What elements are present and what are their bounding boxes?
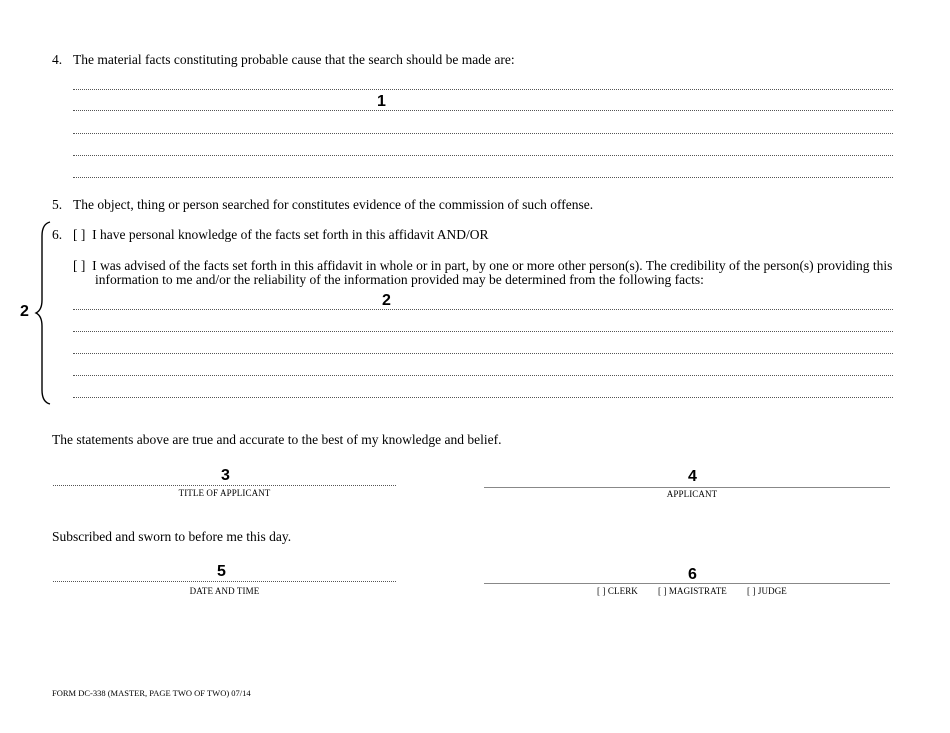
title-of-applicant-field[interactable]: [53, 485, 396, 486]
applicant-caption: APPLICANT: [666, 489, 718, 499]
applicant-signature-field[interactable]: [484, 487, 890, 488]
item-6-option-1: [52, 227, 489, 242]
form-footer: FORM DC-338 (MASTER, PAGE TWO OF TWO) 07/14: [52, 688, 251, 698]
date-and-time-caption: DATE AND TIME: [189, 586, 260, 596]
item-6-answer-line-5[interactable]: [73, 397, 893, 398]
personal-knowledge-checkbox[interactable]: [ ]: [73, 227, 86, 242]
callout-3: 3: [221, 467, 230, 484]
official-signature-field[interactable]: [484, 583, 890, 584]
item-5-number: 5.: [52, 197, 63, 212]
item-4-answer-line-2[interactable]: [73, 110, 893, 111]
item-6-answer-line-4[interactable]: [73, 375, 893, 376]
callout-6: 6: [688, 566, 697, 583]
title-of-applicant-caption: TITLE OF APPLICANT: [178, 488, 271, 498]
attestation-text: The statements above are true and accurate to the best of my knowledge and belief.: [52, 432, 502, 447]
item-4-answer-line-5[interactable]: [73, 177, 893, 178]
curly-brace-icon: [34, 220, 54, 406]
date-and-time-field[interactable]: [53, 581, 396, 582]
item-5-text: The object, thing or person searched for constitutes evidence of the commission of such offense.: [73, 197, 594, 212]
bracket-callout-2: 2: [20, 303, 29, 320]
item-6-answer-line-2[interactable]: [73, 331, 893, 332]
item-5-statement: [52, 197, 593, 212]
callout-4: 4: [688, 468, 697, 485]
item-6-option-2: [73, 258, 892, 273]
item-4-number: 4.: [52, 52, 63, 67]
personal-knowledge-text: I have personal knowledge of the facts set forth in this affidavit AND/OR: [92, 227, 489, 242]
item-4-text: The material facts constituting probable cause that the search should be made are:: [73, 52, 515, 67]
item-4-answer-line-3[interactable]: [73, 133, 893, 134]
callout-5: 5: [217, 563, 226, 580]
magistrate-checkbox[interactable]: [ ] MAGISTRATE: [658, 586, 727, 596]
item-6-answer-line-1[interactable]: [73, 309, 893, 310]
item-6-answer-line-3[interactable]: [73, 353, 893, 354]
judge-checkbox[interactable]: [ ] JUDGE: [747, 586, 787, 596]
subscribed-text: Subscribed and sworn to before me this day.: [52, 529, 292, 544]
advised-checkbox[interactable]: [ ]: [73, 258, 86, 273]
callout-1: 1: [377, 93, 386, 110]
callout-2: 2: [382, 292, 391, 309]
item-4-question: [52, 52, 515, 67]
advised-text-line-1: I was advised of the facts set forth in this affidavit in whole or in part, by one or more other person(s). The credibility of the person(s) providing this: [92, 258, 893, 273]
item-4-answer-line-4[interactable]: [73, 155, 893, 156]
advised-text-line-2: information to me and/or the reliability of the information provided may be determined from the following facts:: [95, 272, 704, 287]
item-6-number: 6.: [52, 227, 63, 242]
clerk-checkbox[interactable]: [ ] CLERK: [597, 586, 638, 596]
item-4-answer-line-1[interactable]: [73, 89, 893, 90]
